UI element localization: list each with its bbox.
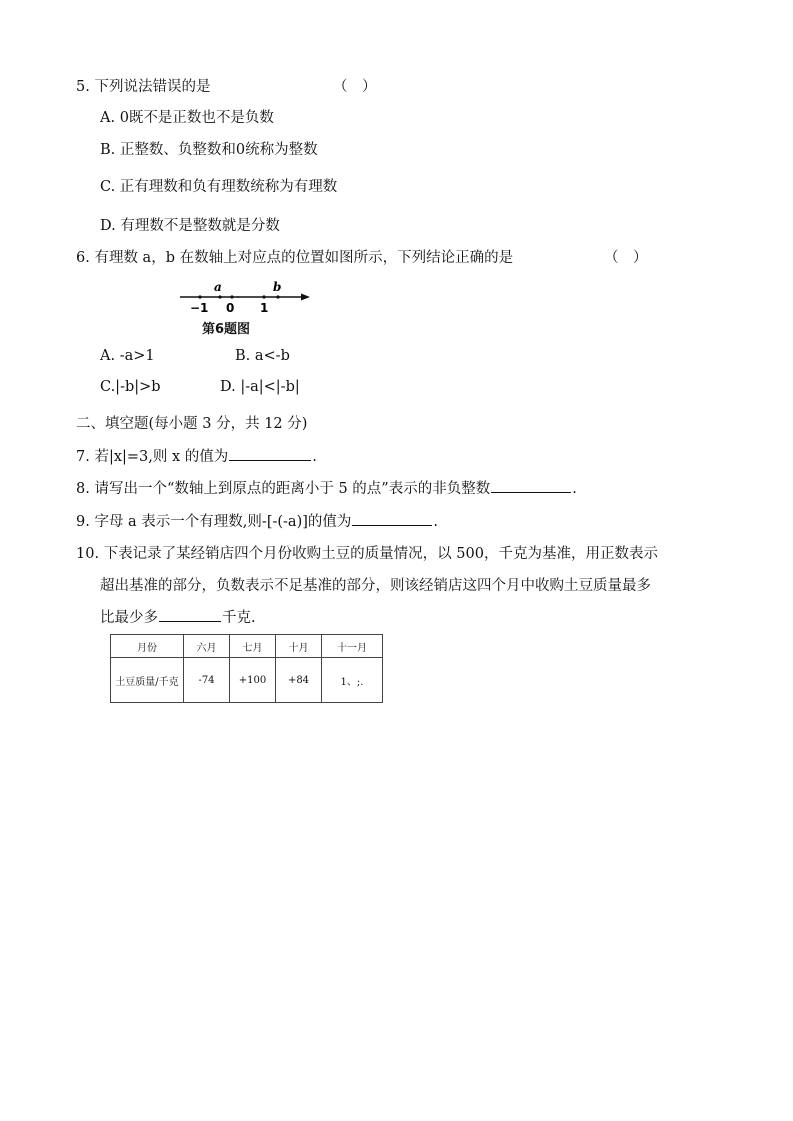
q6-stem: 6. 有理数 a，b 在数轴上对应点的位置如图所示，下列结论正确的是 [76, 250, 514, 266]
q9-text: 9. 字母 a 表示一个有理数,则-[-(-a)]的值为 [76, 514, 352, 530]
q7 [76, 446, 317, 467]
table-header-cell: 十月 [276, 635, 322, 658]
q10-line2: 超出基准的部分，负数表示不足基准的部分，则该经销店这四个月中收购土豆质量最多 [100, 578, 651, 594]
table-header-cell: 月份 [111, 635, 184, 658]
tick-0-label: 0 [226, 301, 235, 315]
table-cell: -74 [184, 658, 230, 703]
point-b-dot [276, 295, 279, 298]
point-a-label: a [214, 280, 222, 294]
table-row [111, 658, 383, 703]
tick-neg1-dot [198, 295, 201, 298]
table-cell: +84 [276, 658, 322, 703]
q6-option-b: B. a<-b [235, 348, 290, 364]
q6-answer-paren: （ ） [604, 250, 648, 266]
q6-option-d: D. |-a|<|-b| [220, 379, 300, 395]
q5-option-c: C. 正有理数和负有理数统称为有理数 [100, 179, 338, 195]
q5-stem: 5. 下列说法错误的是 [76, 79, 211, 95]
tick-minor-dot [237, 296, 239, 298]
tick-1-label: 1 [260, 301, 269, 315]
q9-end: . [433, 514, 438, 530]
q8-text: 8. 请写出一个“数轴上到原点的距离小于 5 的点”表示的非负整数 [76, 481, 491, 497]
q5-answer-paren: （ ） [333, 79, 377, 95]
q5-option-d: D. 有理数不是整数就是分数 [100, 218, 280, 234]
tick-neg1-label: −1 [190, 301, 209, 315]
table-cell: 1、;. [322, 658, 383, 703]
tick-1-dot [262, 295, 265, 298]
table-cell: +100 [230, 658, 276, 703]
q6-option-a: A. -a>1 [100, 348, 155, 364]
tick-0-dot [230, 295, 233, 298]
q10-line1: 10. 下表记录了某经销店四个月份收购土豆的质量情况，以 500，千克为基准，用正数表示 [76, 546, 658, 562]
q10-line3-end: 千克. [222, 610, 256, 626]
q5-option-b: B. 正整数、负整数和0统称为整数 [100, 142, 318, 158]
q7-end: . [312, 449, 317, 465]
q8-end: . [572, 481, 577, 497]
q8-answer-blank[interactable] [491, 478, 571, 493]
section2-title: 二、填空题(每小题 3 分，共 12 分) [76, 416, 308, 432]
table-header-cell: 七月 [230, 635, 276, 658]
table-header-cell: 十一月 [322, 635, 383, 658]
q7-text: 7. 若|x|=3,则 x 的值为 [76, 449, 229, 465]
table-cell: 土豆质量/千克 [111, 658, 184, 703]
table-header-cell: 六月 [184, 635, 230, 658]
q9-answer-blank[interactable] [352, 511, 432, 526]
q8 [76, 478, 577, 499]
q10-line3 [100, 607, 256, 628]
q10-answer-blank[interactable] [159, 607, 221, 622]
q7-answer-blank[interactable] [229, 446, 311, 461]
table-header-row [111, 635, 383, 658]
q5-option-a: A. 0既不是正数也不是负数 [100, 110, 274, 126]
figure-caption: 第6题图 [202, 322, 251, 337]
point-b-label: b [273, 280, 282, 294]
q9 [76, 511, 438, 532]
number-line-arrow [301, 294, 310, 301]
potato-table [110, 634, 383, 703]
point-a-dot [218, 295, 221, 298]
q6-option-c: C.|-b|>b [100, 379, 161, 395]
q10-line3-text: 比最少多 [100, 610, 158, 626]
